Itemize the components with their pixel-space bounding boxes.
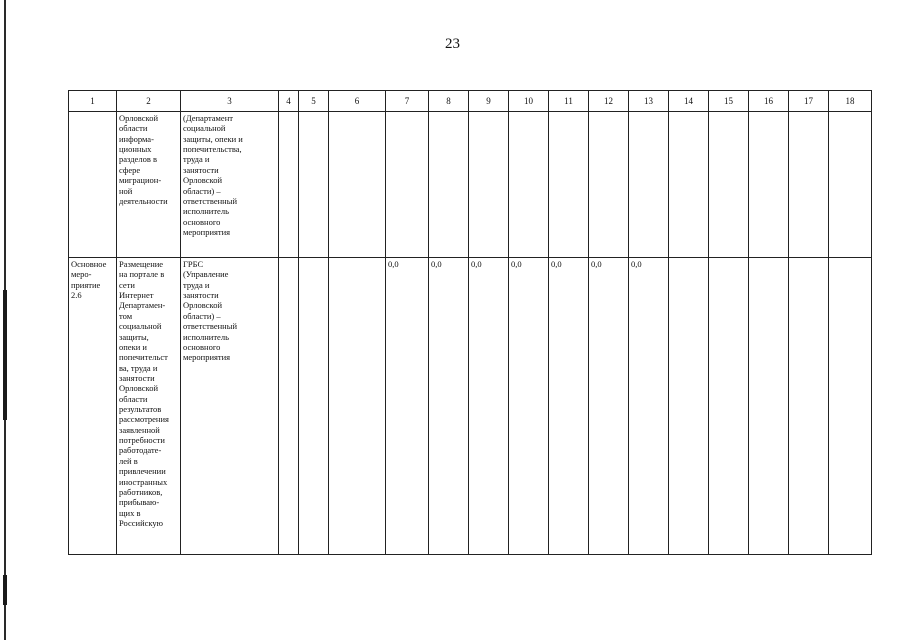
column-header: 1 (69, 91, 117, 112)
table-cell: 0,0 (549, 258, 589, 555)
table-cell (469, 112, 509, 258)
table-cell: 0,0 (469, 258, 509, 555)
column-header: 10 (509, 91, 549, 112)
table-cell (789, 258, 829, 555)
table-cell (329, 258, 386, 555)
table-header-row (69, 91, 872, 112)
table-row (69, 258, 872, 555)
scan-edge-mark (3, 575, 7, 605)
table-cell (669, 112, 709, 258)
data-table (68, 90, 872, 555)
table-cell (429, 112, 469, 258)
table-cell (279, 258, 299, 555)
table-cell (549, 112, 589, 258)
column-header: 3 (181, 91, 279, 112)
table-cell: (Департамент социальной защиты, опеки и попечительства, труда и занятости Орловской области) – ответственный исполнитель основного мероприятия (181, 112, 279, 258)
table-cell (629, 112, 669, 258)
table-cell (509, 112, 549, 258)
table-cell: 0,0 (589, 258, 629, 555)
column-header: 7 (386, 91, 429, 112)
column-header: 15 (709, 91, 749, 112)
column-header: 11 (549, 91, 589, 112)
column-header: 13 (629, 91, 669, 112)
table-cell (299, 258, 329, 555)
table-cell (829, 258, 872, 555)
table-cell (709, 112, 749, 258)
scan-edge-mark (3, 290, 7, 420)
column-header: 2 (117, 91, 181, 112)
table-row (69, 112, 872, 258)
column-header: 16 (749, 91, 789, 112)
column-header: 8 (429, 91, 469, 112)
table-cell (386, 112, 429, 258)
table-cell (69, 112, 117, 258)
column-header: 4 (279, 91, 299, 112)
column-header: 5 (299, 91, 329, 112)
table-cell (279, 112, 299, 258)
table-cell (299, 112, 329, 258)
column-header: 14 (669, 91, 709, 112)
table-cell (329, 112, 386, 258)
table-cell: 0,0 (629, 258, 669, 555)
table-cell: ГРБС (Управление труда и занятости Орловской области) – ответственный исполнитель основного мероприятия (181, 258, 279, 555)
table-cell (589, 112, 629, 258)
table-cell: 0,0 (429, 258, 469, 555)
column-header: 17 (789, 91, 829, 112)
table-cell (749, 112, 789, 258)
table-cell (749, 258, 789, 555)
table-cell: Орловской области информа- ционных разделов в сфере миграцион- ной деятельности (117, 112, 181, 258)
table-cell (709, 258, 749, 555)
table-cell: Размещение на портале в сети Интернет Департамен- том социальной защиты, опеки и попечительст ва, труда и занятости Орловской области результатов рассмотрения заявленной потребности работодате- лей в привлечении иностранных работников, прибываю- щих в Российскую (117, 258, 181, 555)
page-number: 23 (445, 36, 460, 52)
table-cell: 0,0 (509, 258, 549, 555)
table-cell (789, 112, 829, 258)
table-cell: Основное меро- приятие 2.6 (69, 258, 117, 555)
table-cell (669, 258, 709, 555)
table-cell: 0,0 (386, 258, 429, 555)
column-header: 18 (829, 91, 872, 112)
column-header: 6 (329, 91, 386, 112)
column-header: 9 (469, 91, 509, 112)
table-cell (829, 112, 872, 258)
column-header: 12 (589, 91, 629, 112)
